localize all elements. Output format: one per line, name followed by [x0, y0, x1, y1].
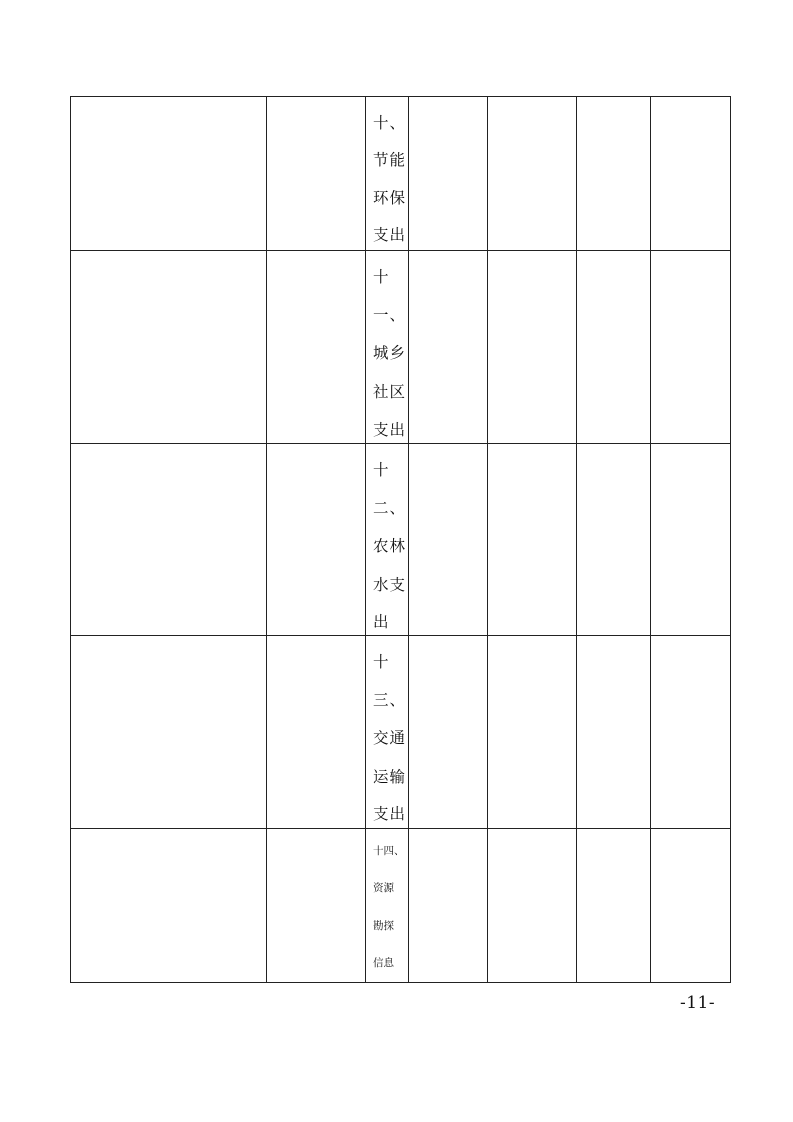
category-text-line: 十 [373, 653, 390, 671]
category-text-line: 二、 [373, 499, 407, 517]
category-text-line: 环保 [373, 189, 407, 207]
empty-cell [267, 444, 366, 636]
empty-cell [409, 636, 488, 829]
empty-cell [488, 251, 577, 444]
table-row [71, 251, 731, 444]
category-text-line: 十 [373, 268, 390, 286]
category-text-line: 城乡 [373, 344, 407, 362]
category-text-line: 信息 [373, 957, 394, 969]
category-text-line: 三、 [373, 691, 407, 709]
category-text-line: 一、 [373, 306, 407, 324]
empty-cell [409, 444, 488, 636]
empty-cell [409, 829, 488, 983]
category-text-line: 水支 [373, 576, 407, 594]
empty-cell [71, 251, 267, 444]
empty-cell [267, 636, 366, 829]
table-row [71, 97, 731, 251]
empty-cell [71, 444, 267, 636]
empty-cell [577, 829, 651, 983]
empty-cell [488, 829, 577, 983]
category-text-line: 节能 [373, 151, 407, 169]
category-text-line: 农林 [373, 537, 407, 555]
empty-cell [577, 636, 651, 829]
category-cell [366, 251, 409, 444]
empty-cell [651, 829, 731, 983]
category-text-line: 十、 [373, 114, 407, 132]
empty-cell [71, 829, 267, 983]
category-text-line: 支出 [373, 805, 407, 823]
empty-cell [488, 636, 577, 829]
empty-cell [71, 97, 267, 251]
category-text-line: 资源 [373, 882, 394, 894]
category-text-line: 勘探 [373, 920, 394, 932]
empty-cell [488, 97, 577, 251]
category-text-line: 支出 [373, 226, 407, 244]
table-body [71, 97, 731, 983]
empty-cell [651, 251, 731, 444]
category-cell [366, 97, 409, 251]
table-row [71, 444, 731, 636]
empty-cell [577, 97, 651, 251]
empty-cell [409, 251, 488, 444]
category-text-line: 社区 [373, 383, 407, 401]
empty-cell [651, 97, 731, 251]
category-cell [366, 444, 409, 636]
category-cell [366, 636, 409, 829]
category-cell [366, 829, 409, 983]
empty-cell [267, 251, 366, 444]
empty-cell [71, 636, 267, 829]
category-text-line: 十四、 [373, 845, 405, 857]
category-text-line: 十 [373, 461, 390, 479]
empty-cell [577, 251, 651, 444]
empty-cell [577, 444, 651, 636]
category-text-line: 支出 [373, 421, 407, 439]
empty-cell [267, 97, 366, 251]
table-row [71, 636, 731, 829]
category-text-line: 出 [373, 613, 390, 631]
empty-cell [409, 97, 488, 251]
budget-table [70, 96, 731, 983]
empty-cell [267, 829, 366, 983]
empty-cell [651, 444, 731, 636]
category-text-line: 交通 [373, 729, 407, 747]
category-text-line: 运输 [373, 768, 407, 786]
empty-cell [651, 636, 731, 829]
table-row [71, 829, 731, 983]
page-number: -11- [680, 993, 716, 1013]
empty-cell [488, 444, 577, 636]
